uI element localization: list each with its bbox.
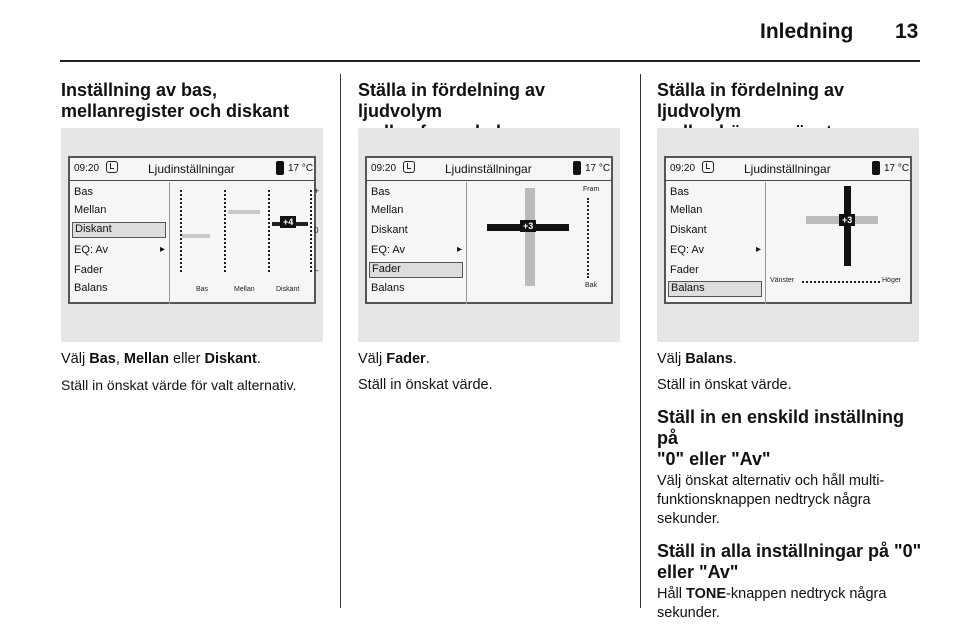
- screen-photo-balance: [657, 128, 919, 342]
- screen-title: Ljudinställningar: [744, 162, 831, 176]
- single-reset-body: Välj önskat alternativ och håll multi- funktionsknappen nedtryck några sekunder.: [657, 473, 885, 527]
- vertical-guide: [525, 188, 535, 286]
- menu-item-diskant-selected: Diskant: [72, 222, 166, 238]
- scale-label-vanster: Vänster: [770, 277, 795, 284]
- page-header-title: Inledning: [760, 20, 854, 43]
- instruction-set-value: Ställ in önskat värde för valt alternativ.: [61, 377, 297, 393]
- screen-menu: [367, 182, 467, 304]
- column-fader-text: [358, 350, 633, 395]
- chevron-right-icon: ▸: [457, 244, 463, 255]
- screen-temperature: 17 °C: [288, 163, 314, 174]
- all-reset-body: Håll TONE-knappen nedtryck några sekunder.: [657, 586, 887, 621]
- fader-diagram: [469, 182, 611, 304]
- screen-menu: [70, 182, 170, 304]
- scale-zero-label: 0: [314, 226, 319, 235]
- instruction-set-value: Ställ in önskat värde.: [358, 377, 493, 393]
- screen-title: Ljudinställningar: [148, 162, 235, 176]
- value-badge: +4: [280, 216, 296, 228]
- screen-temperature: 17 °C: [585, 163, 611, 174]
- screen-temperature: 17 °C: [884, 163, 910, 174]
- screen-time: 09:20: [670, 163, 696, 174]
- screen-top-bar: [666, 158, 910, 181]
- menu-item-eq: EQ: Av: [371, 244, 406, 256]
- column-bass-treble-text: [61, 350, 333, 395]
- menu-item-fader: Fader: [74, 264, 103, 276]
- bass-slider-track: [180, 190, 182, 272]
- header-rule: [60, 60, 920, 62]
- column-divider: [640, 74, 641, 608]
- section-heading: Inställning av bas, mellanregister och diskant: [61, 80, 290, 121]
- treble-slider-track: [268, 190, 270, 272]
- screen-photo-tone: [61, 128, 323, 342]
- column-balance-text: [657, 350, 927, 623]
- axis-label-mellan: Mellan: [234, 286, 255, 293]
- clock-icon: [403, 161, 415, 173]
- screen-time: 09:20: [74, 163, 100, 174]
- screen-top-bar: [367, 158, 611, 181]
- display-screen: [365, 156, 613, 304]
- clock-icon: [702, 161, 714, 173]
- bass-level-bar: [182, 234, 210, 238]
- menu-item-mellan: Mellan: [670, 204, 703, 216]
- balance-diagram: [768, 182, 910, 304]
- eq-sliders: [172, 182, 320, 304]
- subsection-heading-all-reset: Ställ in alla inställningar på "0" eller "Av": [657, 541, 922, 582]
- menu-item-fader-selected: Fader: [369, 262, 463, 278]
- section-heading: Ställa in fördelning av ljudvolym: [657, 80, 845, 121]
- value-badge: +3: [520, 220, 536, 232]
- menu-item-bas: Bas: [371, 186, 390, 198]
- axis-label-diskant: Diskant: [276, 286, 300, 293]
- scale-label-fram: Fram: [583, 186, 600, 193]
- subsection-heading-single-reset: Ställ in en enskild inställning på "0" eller "Av": [657, 407, 905, 469]
- instruction-set-value: Ställ in önskat värde.: [657, 377, 792, 393]
- chevron-right-icon: ▸: [160, 244, 166, 255]
- mid-slider-track: [224, 190, 226, 272]
- menu-item-fader: Fader: [670, 264, 699, 276]
- section-heading: Ställa in fördelning av ljudvolym: [358, 80, 546, 121]
- axis-label-bas: Bas: [196, 286, 209, 293]
- screen-menu: [666, 182, 766, 304]
- instruction-select: Välj Bas, Mellan eller Diskant.: [61, 351, 261, 367]
- scale-label-hoger: Höger: [882, 277, 902, 284]
- menu-item-balans: Balans: [74, 282, 108, 294]
- value-badge: +3: [839, 214, 855, 226]
- balance-scale-track: [802, 281, 880, 283]
- scale-track: [310, 190, 312, 272]
- menu-item-diskant: Diskant: [371, 224, 408, 236]
- menu-item-balans-selected: Balans: [668, 281, 762, 297]
- scale-plus-label: +: [314, 186, 320, 196]
- menu-item-bas: Bas: [74, 186, 93, 198]
- menu-item-eq: EQ: Av: [670, 244, 705, 256]
- instruction-select: Välj Balans.: [657, 351, 737, 367]
- column-divider: [340, 74, 341, 608]
- screen-top-bar: [70, 158, 314, 181]
- clock-icon: [106, 161, 118, 173]
- display-screen: [68, 156, 320, 304]
- chevron-right-icon: ▸: [756, 244, 762, 255]
- menu-item-mellan: Mellan: [74, 204, 107, 216]
- menu-item-diskant: Diskant: [670, 224, 707, 236]
- screen-time: 09:20: [371, 163, 397, 174]
- screen-title: Ljudinställningar: [445, 162, 532, 176]
- menu-item-balans: Balans: [371, 282, 405, 294]
- page-number: 13: [895, 20, 919, 43]
- menu-item-mellan: Mellan: [371, 204, 404, 216]
- instruction-select: Välj Fader.: [358, 351, 430, 367]
- mid-level-bar: [228, 210, 260, 214]
- scale-label-bak: Bak: [585, 282, 598, 289]
- thermometer-icon: [276, 161, 284, 175]
- scale-minus-label: –: [314, 266, 319, 275]
- fader-scale-track: [587, 198, 589, 278]
- menu-item-bas: Bas: [670, 186, 689, 198]
- balance-position-bar: [844, 186, 851, 266]
- display-screen: [664, 156, 912, 304]
- column-bass-treble: [61, 80, 333, 122]
- screen-photo-fader: [358, 128, 620, 342]
- thermometer-icon: [872, 161, 880, 175]
- menu-item-eq: EQ: Av: [74, 244, 109, 256]
- thermometer-icon: [573, 161, 581, 175]
